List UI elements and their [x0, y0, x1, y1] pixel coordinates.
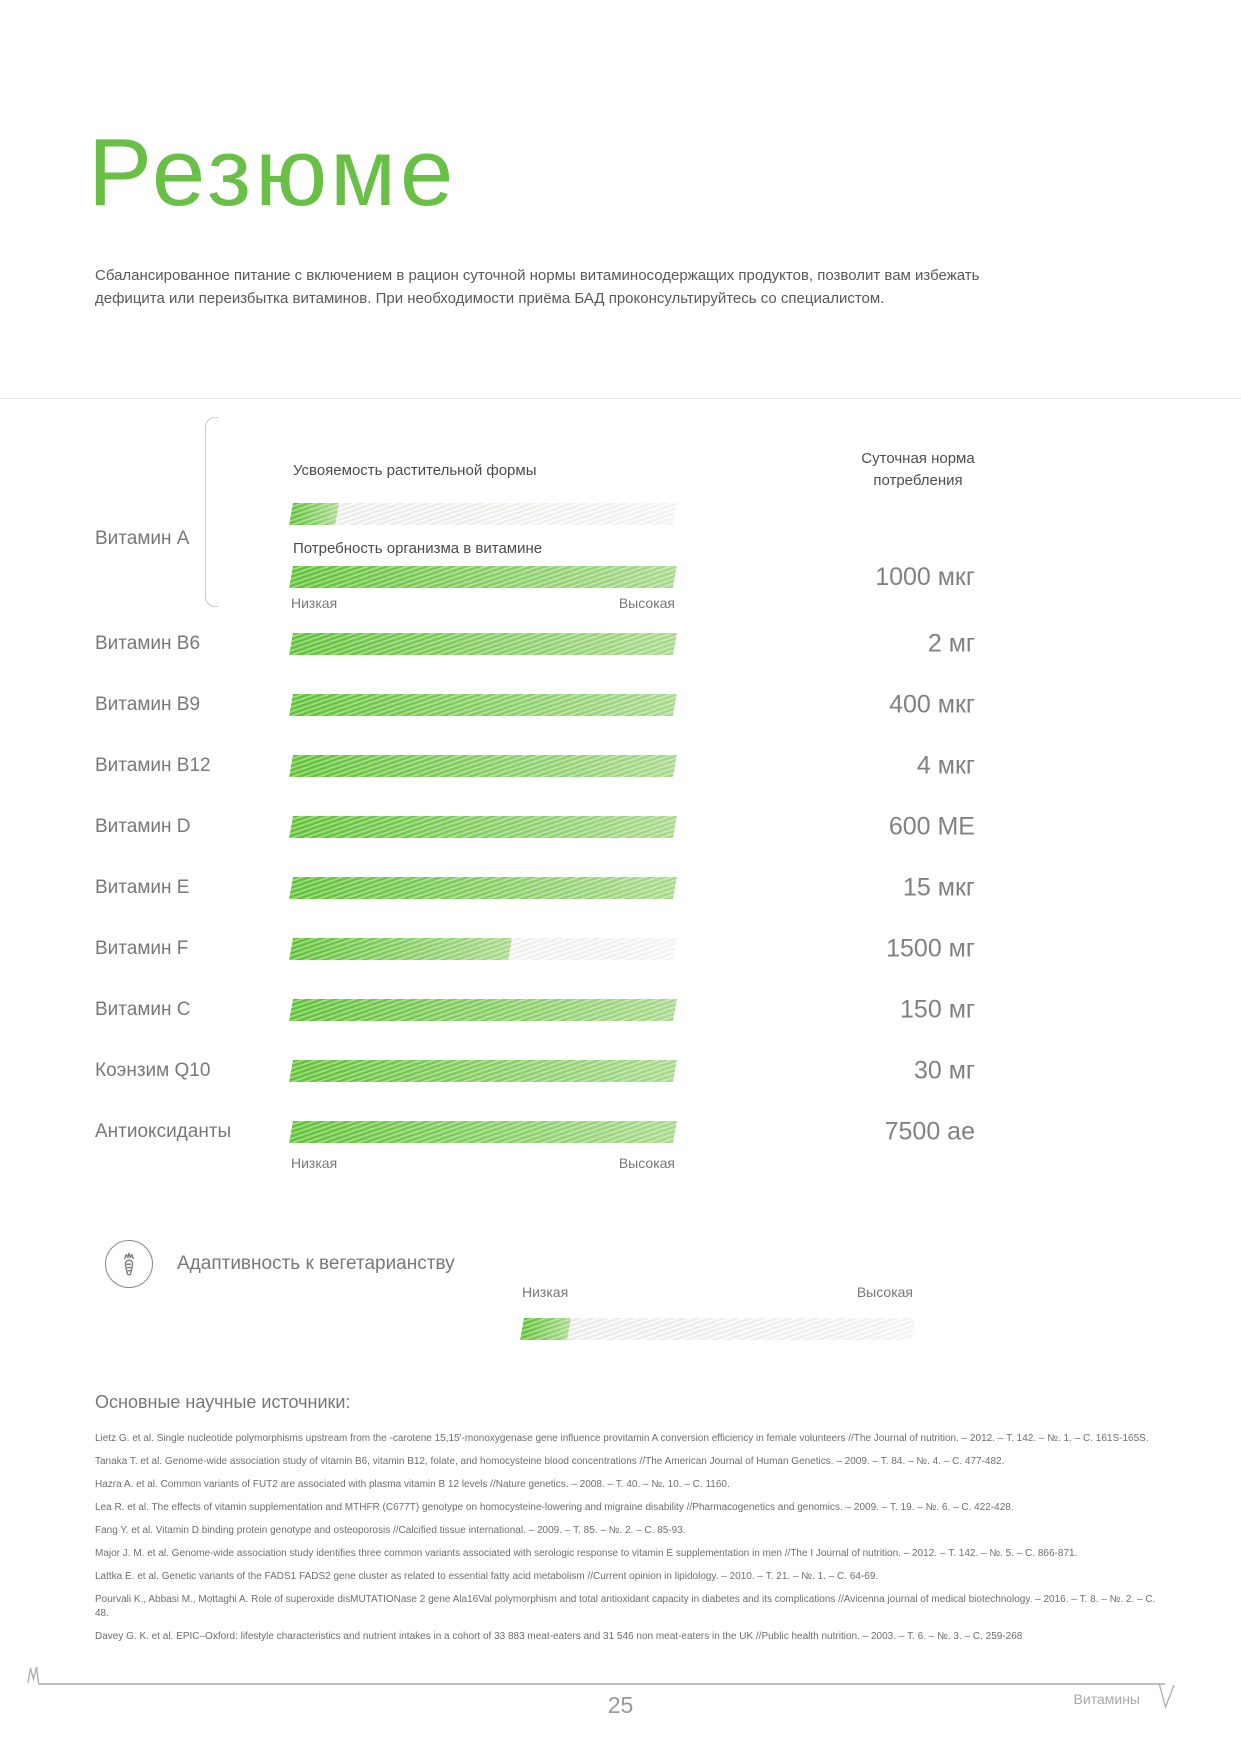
source-item: Lattka E. et al. Genetic variants of the FADS1 FADS2 gene cluster as related to essential fatty acid metabolism //Current opinion in lipidology. – 2010. – Т. 21. – №. 1. – С. 64-69. — [95, 1571, 879, 1582]
vitamin-label: Витамин C — [95, 999, 191, 1020]
bar-fill — [289, 1121, 677, 1143]
sources-heading: Основные научные источники: — [95, 1392, 351, 1412]
footer-zigzag-icon — [27, 1665, 41, 1684]
vitamin-value: 15 мкг — [903, 873, 975, 902]
page-number: 25 — [607, 1692, 634, 1718]
source-item: Major J. M. et al. Genome-wide association study identifies three common variants associated with serologic response to vitamin E supplementation in men //The I Journal of nutrition. – 2012. – Т. 142. – №. 5. – С. 866-871. — [95, 1548, 1078, 1559]
daily-norm-header-line1: Суточная норма — [861, 450, 975, 467]
vitamin-a-value: 1000 мкг — [875, 563, 975, 591]
source-item: Pourvali K., Abbasi M., Mottaghi A. Role of superoxide disMUTATIONase 2 gene Ala16Val polymorphism and total antioxidant capacity in diabetes and its complications //Avicenna journal of medical biotechnology. – 2016. – Т. 8. – №. 2. – С. 48. — [95, 1594, 1156, 1619]
vitamin-value: 150 мг — [900, 995, 975, 1024]
source-list — [95, 1432, 1157, 1653]
vitamin-label: Витамин B9 — [95, 694, 201, 715]
carrot-icon — [105, 1240, 153, 1288]
daily-norm-header — [818, 448, 1018, 492]
assimilation-bar — [289, 503, 677, 525]
scale-high-label: Высокая — [618, 1155, 675, 1171]
vitamin-bar — [289, 999, 677, 1021]
vitamin-row — [0, 812, 1241, 841]
source-item: Tanaka T. et al. Genome-wide association study of vitamin B6, vitamin B12, folate, and homocysteine blood concentrations //The American Journal of Human Genetics. – 2009. – Т. 84. – №. 4. – С. 477-482. — [95, 1456, 1005, 1467]
vitamin-bar — [289, 816, 677, 838]
adaptivity-title: Адаптивность к вегетарианству — [177, 1253, 455, 1274]
vitamin-bar — [289, 694, 677, 716]
scale-high-label: Высокая — [856, 1284, 913, 1300]
bar-fill — [289, 633, 677, 655]
vitamin-value: 1500 мг — [886, 934, 975, 963]
assimilation-bar-fill — [289, 503, 339, 525]
bar-fill — [289, 755, 677, 777]
vitamin-value: 30 мг — [913, 1056, 975, 1085]
scale-high-label: Высокая — [618, 595, 675, 611]
need-bar-fill — [289, 566, 677, 588]
adaptivity-scale — [522, 1284, 913, 1300]
vitamin-label: Витамин B6 — [95, 633, 201, 654]
vitamin-label: Коэнзим Q10 — [95, 1060, 211, 1081]
need-label: Потребность организма в витамине — [293, 540, 543, 557]
bar-fill — [289, 1060, 677, 1082]
vitamin-row — [0, 873, 1241, 902]
intro-text: Сбалансированное питание с включением в рацион суточной нормы витаминосодержащих продуктов, позволит вам избежать дефицита или переизбытка витаминов. При необходимости приёма БАД проконсультируйтесь со специалистом. — [95, 267, 980, 308]
vitamin-bar — [289, 1060, 677, 1082]
vitamin-bar — [289, 633, 677, 655]
vitamin-row — [0, 934, 1241, 963]
scale-low-label: Низкая — [522, 1284, 569, 1300]
vitamin-value: 4 мкг — [916, 751, 975, 780]
vitamin-bar — [289, 877, 677, 899]
vitamin-label: Витамин D — [95, 816, 191, 837]
vitamin-a-label: Витамин A — [95, 528, 190, 549]
vitamin-row — [0, 1056, 1241, 1085]
vitamin-value: 400 мкг — [889, 690, 975, 719]
vitamin-rows — [0, 629, 1241, 1182]
source-item: Lea R. et al. The effects of vitamin supplementation and MTHFR (C677T) genotype on homocysteine-lowering and migraine disability //Pharmacogenetics and genomics. – 2009. – Т. 19. – №. 6. – С. 422-428. — [95, 1502, 1014, 1513]
source-item: Davey G. K. et al. EPIC–Oxford: lifestyle characteristics and nutrient intakes in a cohort of 33 883 meat-eaters and 31 546 non meat-eaters in the UK //Public health nutrition. – 2003. – Т. 6. – №. 3. – С. 259-268 — [95, 1631, 1023, 1642]
vitamin-row — [0, 1117, 1241, 1146]
vitamin-value: 2 мг — [927, 629, 975, 658]
vitamin-row — [0, 629, 1241, 658]
page-title: Резюме — [88, 119, 458, 226]
bar-fill — [289, 694, 677, 716]
vitamin-row — [0, 751, 1241, 780]
vitamin-label: Витамин F — [95, 938, 189, 959]
vitamin-a-scale — [291, 595, 675, 611]
vitamin-row — [0, 690, 1241, 719]
bar-fill — [289, 938, 512, 960]
bottom-scale — [291, 1155, 675, 1171]
vitamin-row — [0, 995, 1241, 1024]
bar-fill — [289, 877, 677, 899]
source-item: Lietz G. et al. Single nucleotide polymorphisms upstream from the -carotene 15,15'-monoxygenase gene influence provitamin A conversion efficiency in female volunteers //The Journal of nutrition. – 2012. – Т. 142. – №. 1. – С. 161S-165S. — [95, 1433, 1149, 1444]
scale-low-label: Низкая — [291, 1155, 338, 1171]
daily-norm-header-line2: потребления — [873, 471, 963, 489]
adaptivity-bar — [520, 1318, 915, 1340]
vitamin-value: 600 МЕ — [888, 812, 975, 841]
footer-line — [38, 1683, 1165, 1685]
vitamin-bar — [289, 1121, 677, 1143]
assimilation-label: Усвояемость растительной формы — [293, 462, 537, 479]
adaptivity-bar-fill — [520, 1318, 571, 1340]
vitamin-bar — [289, 755, 677, 777]
vitamin-label: Витамин B12 — [95, 755, 211, 776]
source-item: Fang Y. et al. Vitamin D binding protein genotype and osteoporosis //Calcified tissue international. – 2009. – Т. 85. – №. 2. – С. 85-93. — [95, 1525, 686, 1536]
vitamin-a-bracket — [205, 417, 218, 607]
vitamin-bar — [289, 938, 677, 960]
vitamin-label: Витамин E — [95, 877, 190, 898]
source-item: Hazra A. et al. Common variants of FUT2 are associated with plasma vitamin B 12 levels //Nature genetics. – 2008. – Т. 40. – №. 10. – С. 1160. — [95, 1479, 730, 1490]
footer-section-label: Витамины — [1073, 1691, 1140, 1707]
vitamin-value: 7500 ае — [884, 1117, 975, 1146]
scale-low-label: Низкая — [291, 595, 338, 611]
bar-fill — [289, 999, 677, 1021]
section-divider — [0, 398, 1241, 399]
need-bar — [289, 566, 677, 588]
vitamin-label: Антиоксиданты — [95, 1121, 232, 1142]
bar-fill — [289, 816, 677, 838]
